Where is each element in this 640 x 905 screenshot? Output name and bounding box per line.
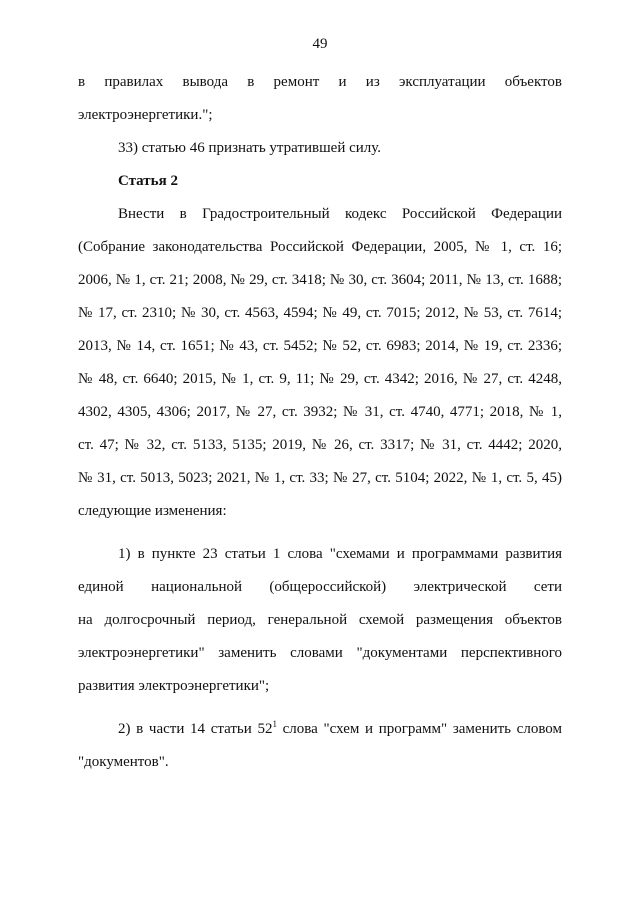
item-1-line-1: 1) в пункте 23 статьи 1 слова "схемами и программами развития — [118, 546, 562, 562]
paragraph-gap-2 — [78, 703, 562, 713]
article-line-8: ст. 47; № 32, ст. 5133, 5135; 2019, № 26, ст. 3317; № 31, ст. 4442; 2020, — [78, 437, 562, 453]
page-number: 49 — [312, 36, 328, 52]
body-text — [78, 66, 562, 779]
item-1-line-3: на долгосрочный период, генеральной схемой размещения объектов — [78, 612, 562, 628]
paragraph-gap — [78, 528, 562, 538]
article-line-7: 4302, 4305, 4306; 2017, № 27, ст. 3932; № 31, ст. 4740, 4771; 2018, № 1, — [78, 404, 562, 420]
intro-line-1: в правилах вывода в ремонт и из эксплуатации объектов — [78, 74, 562, 90]
item-33: 33) статью 46 признать утратившей силу. — [118, 140, 382, 156]
article-line-1: Внести в Градостроительный кодекс Российской Федерации — [118, 206, 562, 222]
article-line-3: 2006, № 1, ст. 21; 2008, № 29, ст. 3418; № 30, ст. 3604; 2011, № 13, ст. 1688; — [78, 272, 562, 288]
article-title: Статья 2 — [118, 173, 178, 189]
item-1-line-4: электроэнергетики" заменить словами "документами перспективного — [78, 645, 562, 661]
article-line-4: № 17, ст. 2310; № 30, ст. 4563, 4594; № 49, ст. 7015; 2012, № 53, ст. 7614; — [78, 305, 562, 321]
item-1-line-5: развития электроэнергетики"; — [78, 678, 270, 694]
item-2-line-1 — [78, 713, 562, 746]
article-line-2: (Собрание законодательства Российской Федерации, 2005, № 1, ст. 16; — [78, 239, 562, 255]
article-line-10: следующие изменения: — [78, 503, 227, 519]
item-2-text-a: 2) в части 14 статьи 52 — [118, 721, 273, 737]
article-line-9: № 31, ст. 5013, 5023; 2021, № 1, ст. 33; № 27, ст. 5104; 2022, № 1, ст. 5, 45) — [78, 470, 562, 486]
intro-line-2: электроэнергетики."; — [78, 107, 213, 123]
item-1-line-2: единой национальной (общероссийской) электрической сети — [78, 579, 562, 595]
item-2-text-b: слова "схем и программ" заменить словом — [276, 721, 563, 737]
item-2-line-2: "документов". — [78, 754, 169, 770]
article-line-6: № 48, ст. 6640; 2015, № 1, ст. 9, 11; № 29, ст. 4342; 2016, № 27, ст. 4248, — [78, 371, 562, 387]
item-2-superscript: 1 — [272, 719, 277, 729]
article-line-5: 2013, № 14, ст. 1651; № 43, ст. 5452; № 52, ст. 6983; 2014, № 19, ст. 2336; — [78, 338, 562, 354]
